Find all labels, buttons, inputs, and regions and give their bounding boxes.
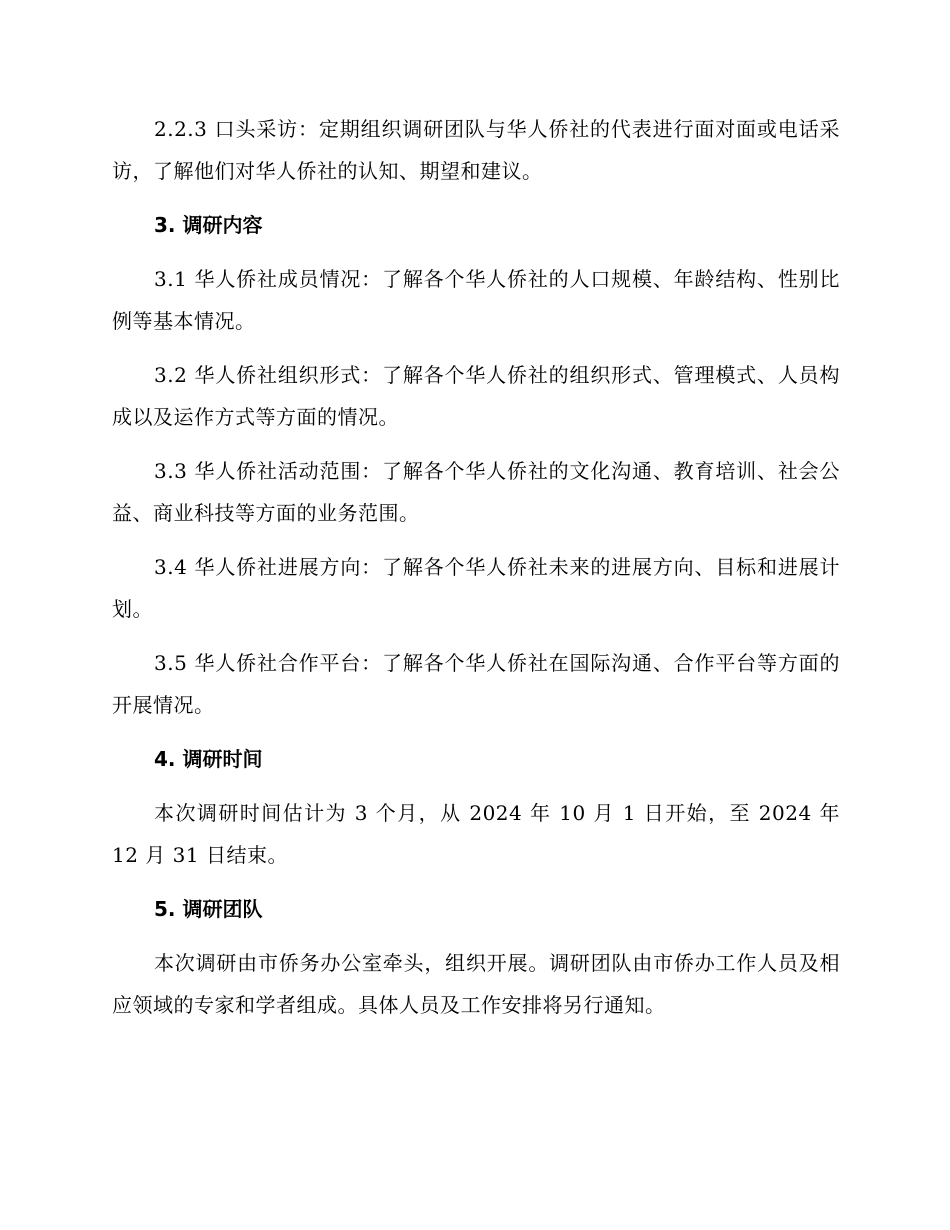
heading-research-time: 4. 调研时间 [154,747,263,771]
paragraph-5: 本次调研由市侨务办公室牵头，组织开展。调研团队由市侨办工作人员及相应领域的专家和学者组成。具体人员及工作安排将另行通知。 [112,951,840,1017]
paragraph-3-5: 3.5 华人侨社合作平台：了解各个华人侨社在国际沟通、合作平台等方面的开展情况。 [112,651,840,717]
paragraph-2-2-3: 2.2.3 口头采访：定期组织调研团队与华人侨社的代表进行面对面或电话采访，了解他们对华人侨社的认知、期望和建议。 [112,117,840,183]
document-page [112,108,840,1038]
heading-research-content: 3. 调研内容 [154,213,263,237]
paragraph-4: 本次调研时间估计为 3 个月，从 2024 年 10 月 1 日开始，至 2024 年 12 月 31 日结束。 [112,801,840,867]
paragraph-3-1: 3.1 华人侨社成员情况：了解各个华人侨社的人口规模、年龄结构、性别比例等基本情况。 [112,267,840,333]
paragraph-3-4: 3.4 华人侨社进展方向：了解各个华人侨社未来的进展方向、目标和进展计划。 [112,555,840,621]
paragraph-3-2: 3.2 华人侨社组织形式：了解各个华人侨社的组织形式、管理模式、人员构成以及运作方式等方面的情况。 [112,363,840,429]
heading-research-team: 5. 调研团队 [154,897,263,921]
paragraph-3-3: 3.3 华人侨社活动范围：了解各个华人侨社的文化沟通、教育培训、社会公益、商业科技等方面的业务范围。 [112,459,840,525]
